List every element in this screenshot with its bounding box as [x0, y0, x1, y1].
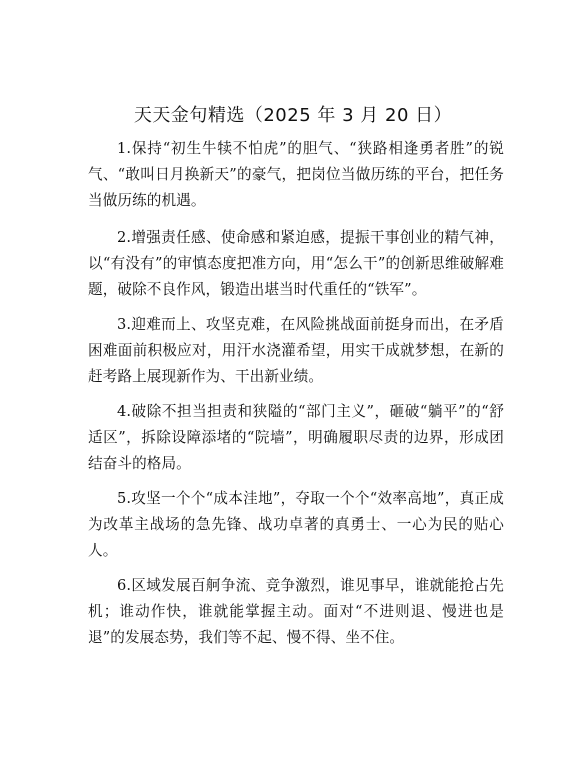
paragraph-6: 6.区域发展百舸争流、竞争激烈，谁见事早，谁就能抢占先机；谁动作快，谁就能掌握主动。面对“不进则退、慢进也是退”的发展态势，我们等不起、慢不得、坐不住。: [88, 577, 504, 646]
paragraph-5: 5.攻坚一个个“成本洼地”，夺取一个个“效率高地”，真正成为改革主战场的急先锋、战功卓著的真勇士、一心为民的贴心人。: [88, 490, 504, 559]
paragraph-1: 1.保持“初生牛犊不怕虎”的胆气、“狭路相逢勇者胜”的锐气、“敢叫日月换新天”的豪气，把岗位当做历练的平台，把任务当做历练的机遇。: [88, 140, 504, 209]
page-title: 天天金句精选（2025 年 3 月 20 日）: [133, 105, 453, 126]
paragraph-3: 3.迎难而上、攻坚克难，在风险挑战面前挺身而出，在矛盾困难面前积极应对，用汗水浇灌希望，用实干成就梦想，在新的赶考路上展现新作为、干出新业绩。: [88, 316, 504, 385]
paragraph-2: 2.增强责任感、使命感和紧迫感，提振干事创业的精气神，以“有没有”的审慎态度把准方向，用“怎么干”的创新思维破解难题，破除不良作风，锻造出堪当时代重任的“铁军”。: [88, 229, 504, 298]
paragraph-4: 4.破除不担当担责和狭隘的“部门主义”，砸破“躺平”的“舒适区”，拆除设障添堵的“院墙”，明确履职尽责的边界，形成团结奋斗的格局。: [88, 403, 504, 472]
